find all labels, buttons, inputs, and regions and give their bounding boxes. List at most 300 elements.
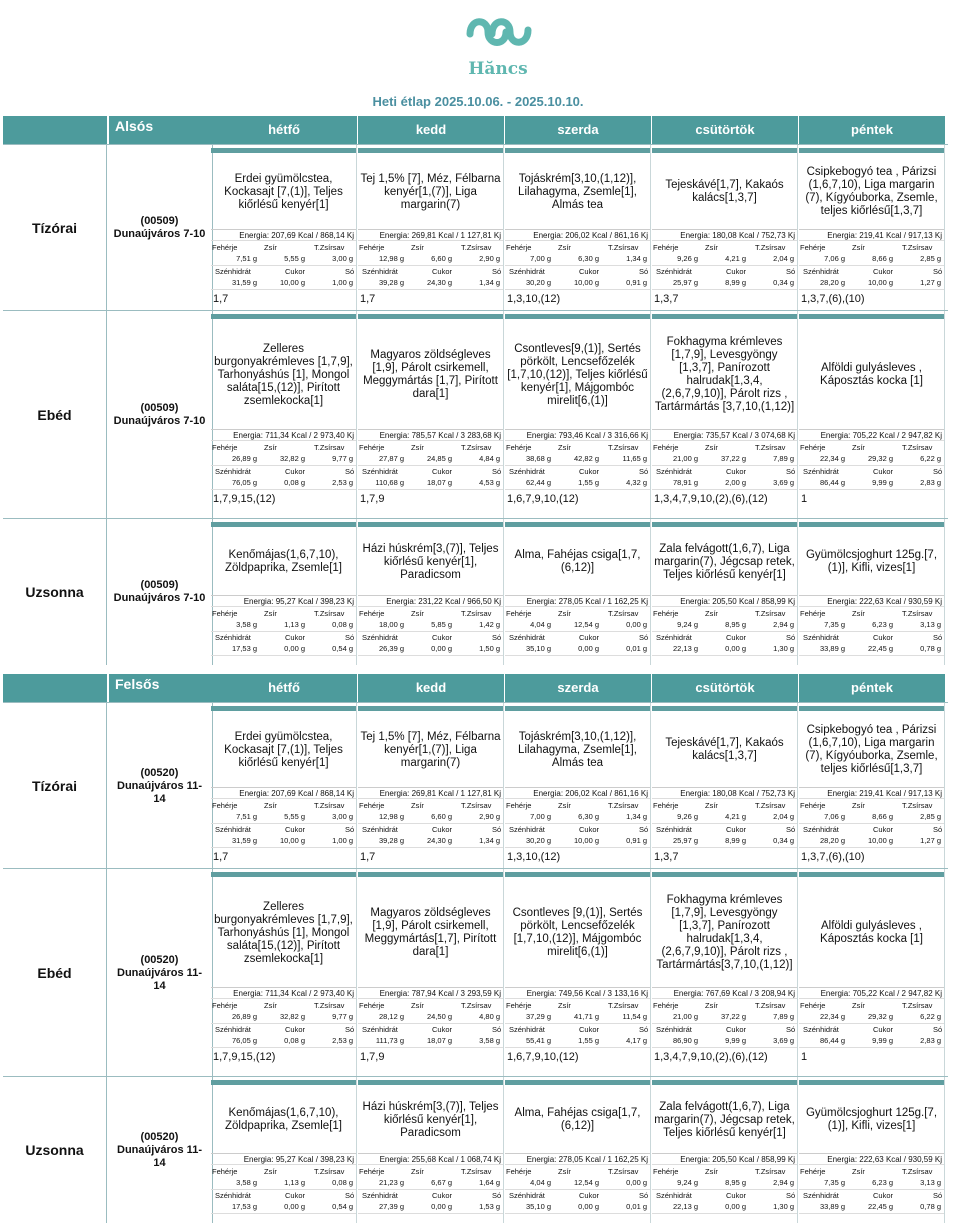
nutrient-label: Cukor — [873, 1025, 894, 1034]
nutrient-value: 2,00 g — [725, 478, 746, 487]
menu-cell — [505, 869, 651, 1077]
nutrient-label: T.Zsírsav — [902, 801, 933, 810]
nutrient-label: Zsír — [852, 1001, 865, 1010]
cell-accent-bar — [799, 522, 944, 527]
meal-name: Uzsonna — [3, 519, 107, 665]
nutrient-label: Cukor — [873, 1191, 894, 1200]
nutrient-label: Fehérje — [800, 609, 826, 618]
nutrient-value: 6,60 g — [431, 254, 452, 263]
nutrient-label: Fehérje — [212, 801, 238, 810]
nutrient-value: 10,00 g — [279, 278, 305, 287]
nutrient-values — [652, 253, 797, 266]
nutrient-label: Fehérje — [212, 443, 238, 452]
allergen-codes: 1,3,10,(12) — [507, 293, 561, 305]
nutrient-label: Fehérje — [653, 609, 679, 618]
nutrient-value: 8,99 g — [725, 836, 746, 845]
nutrient-labels — [358, 608, 503, 619]
energy-value: Energia: 207,69 Kcal / 868,14 Kj — [211, 787, 356, 799]
meal-name: Ebéd — [3, 311, 107, 519]
nutrient-value: 12,54 g — [573, 620, 599, 629]
nutrient-value: 32,82 g — [279, 454, 305, 463]
nutrient-labels — [799, 632, 944, 643]
allergen-codes: 1,7,9,15,(12) — [213, 1051, 276, 1063]
nutrient-label: Cukor — [873, 825, 894, 834]
energy-value: Energia: 735,57 Kcal / 3 074,68 Kj — [652, 429, 797, 441]
nutrient-value: 4,21 g — [725, 254, 746, 263]
nutrient-label: Cukor — [873, 633, 894, 642]
nutrient-labels — [211, 1166, 356, 1177]
nutrient-value: 7,00 g — [530, 812, 551, 821]
nutrient-value: 0,34 g — [773, 278, 794, 287]
nutrient-values — [505, 1177, 650, 1190]
nutrient-label: Cukor — [285, 825, 306, 834]
nutrient-label: Szénhidrát — [362, 825, 398, 834]
energy-value: Energia: 222,63 Kcal / 930,59 Kj — [799, 1153, 944, 1165]
meal-row — [3, 144, 948, 311]
menu-section — [3, 674, 948, 1222]
nutrient-labels — [505, 266, 650, 277]
nutrient-label: T.Zsírsav — [608, 243, 639, 252]
nutrient-value: 21,23 g — [378, 1178, 404, 1187]
nutrient-value: 1,55 g — [578, 478, 599, 487]
nutrient-labels — [211, 442, 356, 453]
allergen-codes: 1 — [801, 493, 808, 505]
allergen-codes: 1,7 — [213, 851, 229, 863]
nutrient-value: 26,89 g — [231, 1012, 257, 1021]
nutrient-label: T.Zsírsav — [902, 443, 933, 452]
cell-accent-bar — [505, 522, 650, 527]
nutrient-value: 3,00 g — [332, 812, 353, 821]
nutrient-values — [211, 253, 356, 266]
nutrient-label: Zsír — [264, 1167, 277, 1176]
nutrient-label: T.Zsírsav — [461, 609, 492, 618]
nutrient-value: 2,90 g — [479, 254, 500, 263]
menu-cell — [505, 703, 651, 869]
nutrient-labels — [652, 632, 797, 643]
nutrient-value: 12,54 g — [573, 1178, 599, 1187]
nutrient-label: Fehérje — [212, 609, 238, 618]
nutrient-value: 10,00 g — [573, 836, 599, 845]
day-header: csütörtök — [652, 116, 798, 144]
nutrient-label: T.Zsírsav — [755, 243, 786, 252]
nutrient-value: 8,95 g — [725, 620, 746, 629]
school-name: (00509) Dunaújváros 7-10 — [113, 579, 206, 604]
nutrient-value: 9,24 g — [677, 1178, 698, 1187]
nutrient-value: 10,00 g — [867, 278, 893, 287]
nutrient-value: 7,89 g — [773, 454, 794, 463]
nutrient-value: 0,54 g — [332, 1202, 353, 1211]
cell-accent-bar — [505, 314, 650, 319]
nutrient-label: Cukor — [285, 633, 306, 642]
nutrient-label: Szénhidrát — [803, 1025, 839, 1034]
energy-value: Energia: 785,57 Kcal / 3 283,68 Kj — [358, 429, 503, 441]
nutrient-label: Fehérje — [800, 443, 826, 452]
dish-text: Zelleres burgonyakrémleves [1,7,9], Tarhonyáshús [1], Mongol saláta[15,(12)], Pirított zsemlekocka[1] — [214, 342, 353, 407]
nutrient-label: Cukor — [432, 633, 453, 642]
nutrient-values — [652, 835, 797, 848]
nutrient-value: 18,07 g — [426, 1036, 452, 1045]
nutrient-value: 2,53 g — [332, 1036, 353, 1045]
nutrient-label: Zsír — [558, 243, 571, 252]
allergen-codes: 1,3,7 — [654, 293, 679, 305]
nutrient-value: 4,21 g — [725, 812, 746, 821]
nutrient-label: Só — [345, 1191, 355, 1200]
nutrient-labels — [799, 824, 944, 835]
cell-accent-bar — [505, 706, 650, 711]
nutrient-label: Szénhidrát — [509, 633, 545, 642]
header-blank — [3, 116, 107, 144]
nutrient-label: Fehérje — [653, 801, 679, 810]
nutrient-label: Cukor — [579, 267, 600, 276]
nutrient-label: Szénhidrát — [656, 825, 692, 834]
nutrient-value: 24,85 g — [426, 454, 452, 463]
dish-text: Csontleves[9,(1)], Sertés pörkölt, Lencsefőzelék [1,7,10,(12)], Teljes kiőrlésű kenyér[1], Májgombóc mirelit[6,(1)] — [507, 342, 648, 407]
cell-accent-bar — [358, 706, 503, 711]
cell-accent-bar — [799, 872, 944, 877]
nutrient-values — [652, 1035, 797, 1048]
nutrient-value: 3,69 g — [773, 1036, 794, 1045]
nutrient-label: Zsír — [264, 243, 277, 252]
dish-text: Csipkebogyó tea , Párizsi (1,6,7,10), Liga margarin (7), Kígyóuborka, Zsemle, teljes kiőrlésű[1,3,7] — [805, 724, 938, 775]
nutrient-value: 28,12 g — [378, 1012, 404, 1021]
nutrient-value: 39,28 g — [378, 836, 404, 845]
menu-cell — [799, 1077, 945, 1223]
energy-value: Energia: 231,22 Kcal / 966,50 Kj — [358, 595, 503, 607]
nutrient-values — [358, 1201, 503, 1214]
nutrient-values — [358, 835, 503, 848]
nutrient-label: Zsír — [264, 801, 277, 810]
nutrient-label: Só — [345, 633, 355, 642]
nutrient-value: 8,66 g — [872, 254, 893, 263]
nutrient-label: Fehérje — [800, 801, 826, 810]
nutrient-value: 0,78 g — [920, 1202, 941, 1211]
nutrient-value: 1,34 g — [479, 836, 500, 845]
nutrient-label: T.Zsírsav — [755, 801, 786, 810]
nutrient-value: 37,22 g — [720, 454, 746, 463]
menu-cell — [799, 869, 945, 1077]
nutrient-values — [799, 1011, 944, 1024]
nutrient-value: 86,44 g — [819, 478, 845, 487]
nutrient-label: Só — [492, 1025, 502, 1034]
nutrient-value: 3,58 g — [236, 1178, 257, 1187]
menu-cell — [505, 519, 651, 665]
menu-cell — [358, 1077, 504, 1223]
dish-text: Zelleres burgonyakrémleves [1,7,9], Tarhonyáshús [1], Mongol saláta[15,(12)], Pirított zsemlekocka[1] — [214, 900, 353, 965]
nutrient-value: 17,53 g — [231, 644, 257, 653]
nutrient-value: 1,00 g — [332, 278, 353, 287]
nutrient-label: Szénhidrát — [803, 467, 839, 476]
nutrient-values — [799, 1035, 944, 1048]
dish-text: Erdei gyümölcstea, Kockasajt [7,(1)], Teljes kiőrlésű kenyér[1] — [224, 172, 343, 211]
nutrient-value: 0,08 g — [284, 478, 305, 487]
menu-cell — [211, 869, 357, 1077]
nutrient-value: 0,01 g — [626, 1202, 647, 1211]
nutrient-value: 4,80 g — [479, 1012, 500, 1021]
energy-value: Energia: 705,22 Kcal / 2 947,82 Kj — [799, 987, 944, 999]
dish-text: Alma, Fahéjas csiga[1,7,(6,12)] — [514, 1107, 641, 1132]
meal-row — [3, 310, 948, 519]
nutrient-values — [505, 1035, 650, 1048]
menu-cell — [505, 311, 651, 519]
nutrient-value: 9,99 g — [872, 478, 893, 487]
allergen-codes: 1,7,9 — [360, 1051, 385, 1063]
nutrient-values — [799, 643, 944, 656]
nutrient-label: Cukor — [579, 1191, 600, 1200]
nutrient-value: 10,00 g — [279, 836, 305, 845]
menu-cell — [211, 145, 357, 311]
nutrient-values — [358, 277, 503, 290]
nutrient-values — [799, 453, 944, 466]
nutrient-value: 2,90 g — [479, 812, 500, 821]
nutrient-values — [799, 1201, 944, 1214]
nutrient-label: Só — [639, 467, 649, 476]
nutrient-label: Só — [345, 825, 355, 834]
nutrient-values — [211, 1011, 356, 1024]
nutrient-label: Cukor — [285, 1025, 306, 1034]
nutrient-value: 9,26 g — [677, 812, 698, 821]
nutrient-value: 2,94 g — [773, 620, 794, 629]
nutrient-labels — [358, 1024, 503, 1035]
nutrient-value: 8,99 g — [725, 278, 746, 287]
nutrient-label: Zsír — [411, 801, 424, 810]
nutrient-labels — [799, 1000, 944, 1011]
nutrient-values — [211, 643, 356, 656]
nutrient-value: 42,82 g — [573, 454, 599, 463]
nutrient-labels — [358, 242, 503, 253]
nutrient-values — [211, 453, 356, 466]
nutrient-labels — [652, 242, 797, 253]
nutrient-label: Cukor — [432, 825, 453, 834]
nutrient-values — [211, 811, 356, 824]
nutrient-value: 7,35 g — [824, 620, 845, 629]
nutrient-labels — [652, 266, 797, 277]
nutrient-value: 111,73 g — [375, 1036, 404, 1045]
nutrient-value: 0,08 g — [332, 620, 353, 629]
dish-text: Alföldi gulyásleves , Káposztás kocka [1] — [820, 362, 923, 387]
energy-value: Energia: 180,08 Kcal / 752,73 Kj — [652, 229, 797, 241]
nutrient-labels — [505, 824, 650, 835]
nutrient-label: Szénhidrát — [362, 633, 398, 642]
nutrient-value: 6,23 g — [872, 620, 893, 629]
energy-value: Energia: 219,41 Kcal / 917,13 Kj — [799, 229, 944, 241]
nutrient-label: Só — [933, 267, 943, 276]
nutrient-label: T.Zsírsav — [902, 609, 933, 618]
section-name: Felsős — [109, 674, 213, 702]
nutrient-label: Só — [933, 1025, 943, 1034]
nutrient-label: Só — [786, 467, 796, 476]
menu-cell — [505, 145, 651, 311]
nutrient-values — [505, 1201, 650, 1214]
nutrient-value: 0,54 g — [332, 644, 353, 653]
nutrient-labels — [211, 466, 356, 477]
energy-value: Energia: 278,05 Kcal / 1 162,25 Kj — [505, 1153, 650, 1165]
nutrient-values — [358, 1177, 503, 1190]
dish-text: Csipkebogyó tea , Párizsi (1,6,7,10), Liga margarin (7), Kígyóuborka, Zsemle, teljes kiőrlésű[1,3,7] — [805, 166, 938, 217]
nutrient-label: Fehérje — [653, 243, 679, 252]
nutrient-labels — [652, 1190, 797, 1201]
nutrient-values — [652, 1201, 797, 1214]
nutrient-value: 1,27 g — [920, 278, 941, 287]
nutrient-value: 0,78 g — [920, 644, 941, 653]
nutrient-value: 24,30 g — [426, 278, 452, 287]
nutrient-label: Zsír — [558, 1001, 571, 1010]
nutrient-label: Só — [933, 633, 943, 642]
nutrient-values — [505, 253, 650, 266]
allergen-codes: 1,7 — [213, 293, 229, 305]
nutrient-values — [652, 277, 797, 290]
cell-accent-bar — [652, 314, 797, 319]
nutrient-label: T.Zsírsav — [608, 1167, 639, 1176]
meal-row — [3, 518, 948, 665]
nutrient-label: Cukor — [726, 1191, 747, 1200]
nutrient-labels — [505, 608, 650, 619]
nutrient-values — [799, 835, 944, 848]
nutrient-labels — [799, 1166, 944, 1177]
nutrient-labels — [358, 266, 503, 277]
nutrient-label: Fehérje — [359, 243, 385, 252]
energy-value: Energia: 219,41 Kcal / 917,13 Kj — [799, 787, 944, 799]
dish-text: Alföldi gulyásleves , Káposztás kocka [1] — [820, 920, 923, 945]
nutrient-label: T.Zsírsav — [461, 443, 492, 452]
nutrient-value: 110,68 g — [375, 478, 404, 487]
nutrient-label: T.Zsírsav — [314, 1001, 345, 1010]
cell-accent-bar — [505, 148, 650, 153]
nutrient-values — [652, 477, 797, 490]
menu-cell — [211, 703, 357, 869]
nutrient-value: 4,17 g — [626, 1036, 647, 1045]
nutrient-value: 29,32 g — [867, 454, 893, 463]
nutrient-value: 24,50 g — [426, 1012, 452, 1021]
nutrient-label: Só — [786, 825, 796, 834]
nutrient-value: 0,34 g — [773, 836, 794, 845]
menu-cell — [211, 311, 357, 519]
nutrient-labels — [358, 1000, 503, 1011]
nutrient-label: Szénhidrát — [803, 267, 839, 276]
nutrient-label: Zsír — [411, 243, 424, 252]
nutrient-value: 39,28 g — [378, 278, 404, 287]
energy-value: Energia: 95,27 Kcal / 398,23 Kj — [211, 595, 356, 607]
nutrient-label: Zsír — [411, 609, 424, 618]
nutrient-value: 76,05 g — [231, 1036, 257, 1045]
energy-value: Energia: 269,81 Kcal / 1 127,81 Kj — [358, 787, 503, 799]
nutrient-value: 6,22 g — [920, 1012, 941, 1021]
nutrient-label: Szénhidrát — [362, 267, 398, 276]
nutrient-label: Zsír — [705, 1167, 718, 1176]
allergen-codes: 1,3,4,7,9,10,(2),(6),(12) — [654, 1051, 768, 1063]
nutrient-value: 9,99 g — [872, 1036, 893, 1045]
nutrient-value: 0,00 g — [578, 1202, 599, 1211]
dish-text: Tojáskrém[3,10,(1,12)], Lilahagyma, Zsemle[1], Almás tea — [518, 172, 637, 211]
nutrient-label: Zsír — [852, 243, 865, 252]
day-header: kedd — [358, 674, 504, 702]
energy-value: Energia: 749,56 Kcal / 3 133,16 Kj — [505, 987, 650, 999]
nutrient-value: 1,53 g — [479, 1202, 500, 1211]
nutrient-values — [652, 811, 797, 824]
nutrient-value: 25,97 g — [672, 278, 698, 287]
nutrient-value: 3,58 g — [236, 620, 257, 629]
nutrient-labels — [652, 1024, 797, 1035]
nutrient-labels — [652, 442, 797, 453]
nutrient-labels — [652, 824, 797, 835]
nutrient-label: Cukor — [579, 633, 600, 642]
nutrient-label: Fehérje — [653, 1001, 679, 1010]
nutrient-label: Szénhidrát — [215, 825, 251, 834]
nutrient-value: 0,00 g — [626, 620, 647, 629]
nutrient-label: Só — [345, 1025, 355, 1034]
nutrient-label: T.Zsírsav — [461, 801, 492, 810]
nutrient-label: Fehérje — [653, 1167, 679, 1176]
nutrient-label: Só — [345, 467, 355, 476]
nutrient-value: 18,00 g — [378, 620, 404, 629]
nutrient-label: T.Zsírsav — [461, 243, 492, 252]
day-header: hétfő — [211, 116, 357, 144]
cell-accent-bar — [211, 1080, 356, 1085]
meal-row — [3, 1076, 948, 1223]
menu-cell — [652, 703, 798, 869]
nutrient-value: 37,22 g — [720, 1012, 746, 1021]
nutrient-label: Fehérje — [212, 1001, 238, 1010]
nutrient-labels — [799, 242, 944, 253]
nutrient-values — [358, 1011, 503, 1024]
menu-cell — [652, 311, 798, 519]
nutrient-values — [211, 277, 356, 290]
nutrient-label: Só — [786, 267, 796, 276]
dish-text: Házi húskrém[3,(7)], Teljes kiőrlésű kenyér[1], Paradicsom — [362, 1100, 499, 1139]
nutrient-label: Szénhidrát — [803, 1191, 839, 1200]
nutrient-label: T.Zsírsav — [314, 801, 345, 810]
nutrient-label: Szénhidrát — [656, 1025, 692, 1034]
day-header: szerda — [505, 674, 651, 702]
nutrient-value: 86,90 g — [672, 1036, 698, 1045]
energy-value: Energia: 95,27 Kcal / 398,23 Kj — [211, 1153, 356, 1165]
cell-accent-bar — [799, 706, 944, 711]
nutrient-labels — [211, 266, 356, 277]
energy-value: Energia: 711,34 Kcal / 2 973,40 Kj — [211, 987, 356, 999]
nutrient-values — [358, 619, 503, 632]
cell-accent-bar — [652, 872, 797, 877]
nutrient-value: 5,55 g — [284, 254, 305, 263]
meal-name: Tízórai — [3, 145, 107, 311]
nutrient-label: Szénhidrát — [362, 1191, 398, 1200]
day-header: hétfő — [211, 674, 357, 702]
nutrient-label: Zsír — [264, 1001, 277, 1010]
dish-text: Kenőmájas(1,6,7,10), Zöldpaprika, Zsemle[1] — [225, 1107, 342, 1132]
nutrient-value: 0,00 g — [725, 1202, 746, 1211]
allergen-codes: 1,3,4,7,9,10,(2),(6),(12) — [654, 493, 768, 505]
nutrient-label: Cukor — [432, 1191, 453, 1200]
dish-text: Gyümölcsjoghurt 125g.[7,(1)], Kifli, vizes[1] — [805, 549, 938, 574]
nutrient-value: 24,30 g — [426, 836, 452, 845]
nutrient-label: T.Zsírsav — [902, 1001, 933, 1010]
school-name: (00509) Dunaújváros 7-10 — [113, 402, 206, 427]
nutrient-value: 62,44 g — [525, 478, 551, 487]
school-name: (00520) Dunaújváros 11-14 — [117, 953, 202, 992]
allergen-codes: 1,3,7,(6),(10) — [801, 293, 865, 305]
nutrient-label: Cukor — [579, 825, 600, 834]
dish-text: Gyümölcsjoghurt 125g.[7,(1)], Kifli, vizes[1] — [805, 1107, 938, 1132]
nutrient-label: T.Zsírsav — [608, 443, 639, 452]
nutrient-labels — [358, 632, 503, 643]
allergen-codes: 1,3,10,(12) — [507, 851, 561, 863]
nutrient-value: 76,05 g — [231, 478, 257, 487]
nutrient-values — [505, 477, 650, 490]
nutrient-labels — [652, 1000, 797, 1011]
nutrient-label: T.Zsírsav — [461, 1001, 492, 1010]
nutrient-value: 22,45 g — [867, 644, 893, 653]
nutrient-values — [505, 1011, 650, 1024]
nutrient-labels — [799, 266, 944, 277]
nutrient-label: Zsír — [264, 609, 277, 618]
